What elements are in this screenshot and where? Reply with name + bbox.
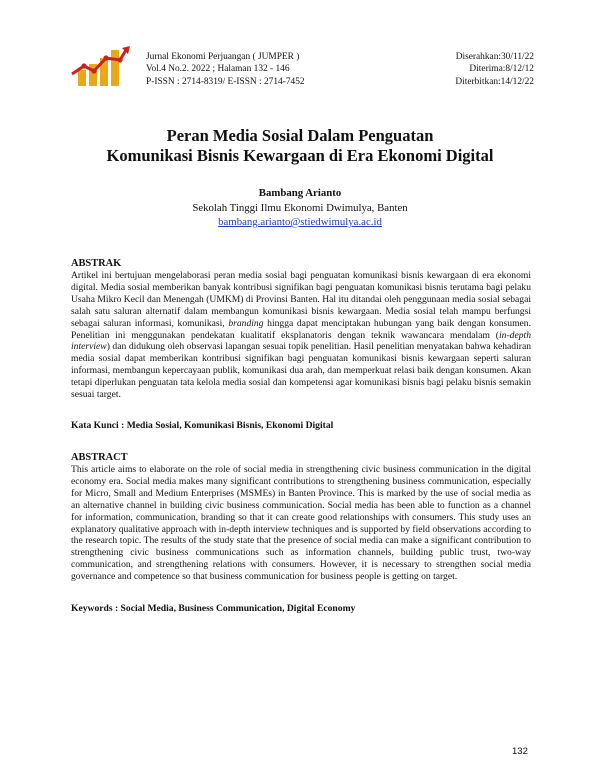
logo-dot-1: [81, 63, 86, 68]
journal-issn: P-ISSN : 2714-8319/ E-ISSN : 2714-7452: [146, 76, 305, 87]
abstrak-text-part-1: Artikel ini bertujuan mengelaborasi peran media sosial bagi penguatan komunikasi bisnis kewargaan di era ekonomi digital. Media sosial memberikan banyak kontribusi signifikan bagi penguatan komunikasi bisnis terutama bagi pelaku Usaha Mikro Kecil dan Menengah (UMKM) di Provinsi Banten. Hal itu ditandai oleh penggunaan media sosial sebagai salah satu saluran alternatif dalam membangun komunikasi bisnis kewargaan. Media sosial telah mampu berfungsi sebagai saluran informasi, komunikasi,: [71, 270, 531, 329]
journal-name: Jurnal Ekonomi Perjuangan ( JUMPER ): [146, 52, 300, 62]
logo-dot-2: [91, 68, 96, 73]
date-submitted: Diserahkan:30/11/22: [455, 52, 534, 62]
abstrak-text-part-3: ) dan didukung oleh observasi lapangan sesuai topik penelitian. Hasil penelitian menyatakan bahwa kehadiran media sosial dapat memberikan kontribusi signifikan bagi penguatan komunikasi bisnis kewargaan seperti saluran informasi, membangun kepercayaan publik, komunikasi dua arah, dan memperkuat relasi baik dengan konsumen. Akan tetapi diperlukan penguatan tata kelola media sosial dan kompetensi agar komunikasi bisnis bagi pelaku bisnis semakin sesuai target.: [71, 341, 531, 401]
abstrak-body: [71, 270, 531, 401]
logo-dot-4: [117, 57, 122, 62]
abstract-heading: ABSTRACT: [71, 452, 128, 463]
journal-info: [146, 51, 305, 88]
title-line-2: Komunikasi Bisnis Kewargaan di Era Ekonomi Digital: [106, 146, 494, 165]
abstrak-term-indepth: in-depth interview: [71, 329, 531, 353]
abstract-keywords: Keywords : Social Media, Business Communication, Digital Economy: [71, 603, 356, 614]
logo-bar-4: [111, 50, 119, 86]
date-published: Diterbitkan:14/12/22: [455, 76, 534, 87]
author-email-link[interactable]: bambang.arianto@stiedwimulya.ac.id: [218, 216, 382, 228]
abstrak-heading: ABSTRAK: [71, 258, 122, 269]
abstrak-keywords: Kata Kunci : Media Sosial, Komunikasi Bisnis, Ekonomi Digital: [71, 420, 334, 431]
date-accepted: Diterima:8/12/12: [469, 64, 534, 75]
submission-dates: [455, 51, 534, 88]
logo-bar-1: [78, 70, 86, 86]
paper-title: [0, 126, 600, 166]
author-name: Bambang Arianto: [258, 187, 342, 199]
author-affiliation: Sekolah Tinggi Ilmu Ekonomi Dwimulya, Banten: [192, 202, 408, 214]
page-number: 132: [512, 746, 528, 757]
journal-volume: Vol.4 No.2. 2022 ; Halaman 132 - 146: [146, 64, 290, 75]
logo-dot-3: [103, 55, 108, 60]
title-line-1: Peran Media Sosial Dalam Penguatan: [166, 126, 434, 145]
journal-logo: [70, 44, 132, 88]
abstrak-text-part-2: hingga dapat menciptakan hubungan yang baik dengan konsumen. Penelitian ini menggunakan pendekatan kualitatif eksplanatoris dengan teknik wawancara mendalam (: [71, 317, 531, 341]
author-email-line: [0, 216, 600, 228]
abstrak-term-branding: branding: [228, 317, 264, 329]
abstract-body: This article aims to elaborate on the role of social media in strengthening civic business communication in the digital economy era. Social media makes many significant contributions to strengthening business communication, especially for Micro, Small and Medium Enterprises (MSMEs) in Banten Province. This is marked by the use of social media as an alternative channel in building civic business communication. Social media has been able to function as a channel for information, communication, branding so that it can create good relationships with consumers. This study uses an explanatory qualitative approach with in-depth interview techniques and is supported by field observations according to the research topic. The results of the study state that the presence of social media can make a significant contribution to strengthening civic business communications such as information channels, building public trust, two-way communication, and strengthening relations with consumers. However, it is necessary to strengthen social media governance and competence so that business communication for business people is getting on target.: [71, 464, 531, 583]
